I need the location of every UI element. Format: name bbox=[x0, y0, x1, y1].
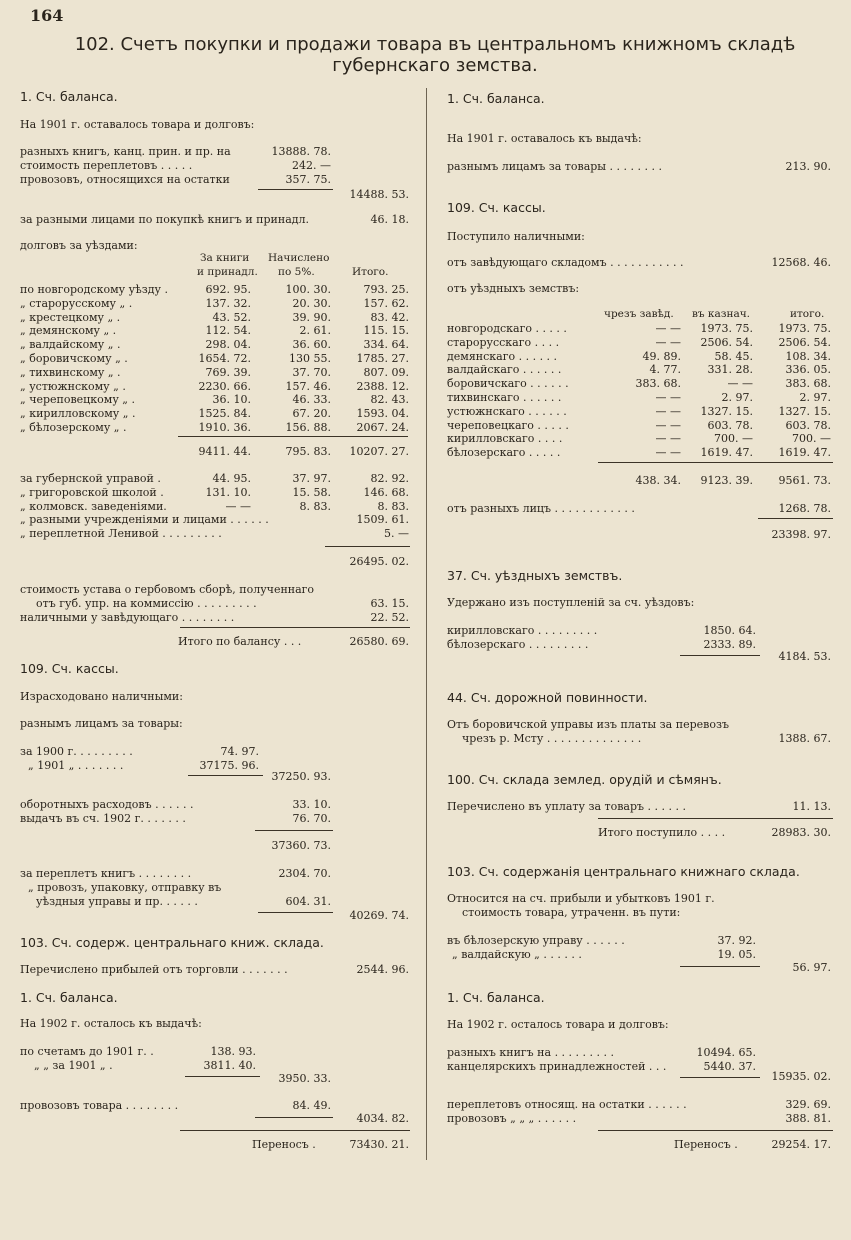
row-label: по новгородскому уѣзду . bbox=[20, 283, 168, 296]
cell-c1: 1654. 72. bbox=[198, 352, 251, 365]
cell-c3: 82. 92. bbox=[370, 472, 409, 485]
row-label: за губернской управой . bbox=[20, 472, 161, 485]
rule bbox=[255, 1117, 333, 1118]
cell-c3: 1619. 47. bbox=[778, 446, 831, 460]
row-label: отъ завѣдующаго складомъ . . . . . . . . . . . bbox=[447, 256, 684, 269]
cell-c1: 692. 95. bbox=[205, 283, 251, 296]
column-header: чрезъ завѣд. bbox=[604, 308, 674, 320]
cell-c3: 336. 05. bbox=[785, 363, 831, 377]
row-value: 2544. 96. bbox=[356, 963, 409, 976]
row-label: „ боровичскому „ . bbox=[20, 352, 128, 365]
row-value: 13888. 78. bbox=[271, 145, 331, 158]
cell-c3: 108. 34. bbox=[785, 349, 831, 363]
section-title: 1. Сч. баланса. bbox=[447, 91, 545, 106]
cell-c2: 156. 88. bbox=[285, 421, 331, 434]
row-label: демянскаго . . . . . . bbox=[447, 349, 558, 363]
rule bbox=[758, 518, 833, 519]
row-label: уѣздныя управы и пр. . . . . . bbox=[36, 895, 198, 908]
total-c3: 10207. 27. bbox=[349, 445, 409, 458]
page-number: 164 bbox=[30, 6, 64, 25]
cell-c2: 36. 60. bbox=[292, 338, 331, 352]
cell-c1: 36. 10. bbox=[212, 393, 251, 407]
subtotal: 15935. 02. bbox=[771, 1070, 831, 1083]
text-line: разнымъ лицамъ за товары: bbox=[20, 717, 183, 730]
row-label: „ крестецкому „ . bbox=[20, 310, 121, 324]
cell-c3: 2067. 24. bbox=[356, 421, 409, 434]
row-label: выдачъ въ сч. 1902 г. . . . . . . bbox=[20, 812, 186, 825]
text-line: На 1902 г. осталось къ выдачѣ: bbox=[20, 1017, 202, 1030]
section-title: 1. Сч. баланса. bbox=[20, 990, 118, 1005]
section-title: 37. Сч. уѣздныхъ земствъ. bbox=[447, 568, 623, 583]
grand-total: 26580. 69. bbox=[349, 635, 409, 648]
cell-c3: 2506. 54. bbox=[778, 335, 831, 349]
subtotal: 37360. 73. bbox=[271, 839, 331, 852]
cell-c3: 1785. 27. bbox=[356, 352, 409, 365]
row-label: Перечислено прибылей отъ торговли . . . . . . . bbox=[20, 963, 288, 976]
row-value: 329. 69. bbox=[785, 1098, 831, 1111]
cell-c1: — — bbox=[225, 499, 251, 513]
subtotal: 14488. 53. bbox=[349, 188, 409, 201]
cell-c1: — — bbox=[655, 335, 681, 349]
row-label: за разными лицами по покупкѣ книгъ и принадл. bbox=[20, 213, 310, 226]
page-title: 102. Счетъ покупки и продажи товара въ центральномъ книжномъ складѣ губернскаго земства. bbox=[74, 34, 796, 76]
row-label: провозовъ, относящихся на остатки bbox=[20, 173, 230, 186]
row-label: разныхъ книгъ на . . . . . . . . . bbox=[447, 1046, 615, 1059]
row-value: 2304. 70. bbox=[278, 867, 331, 880]
cell-c3: 807. 09. bbox=[363, 365, 409, 379]
rule bbox=[325, 546, 410, 547]
cell-c3: 334. 64. bbox=[363, 338, 409, 352]
rule bbox=[598, 1130, 833, 1131]
cell-c3: 83. 42. bbox=[370, 310, 409, 324]
cell-c3: 1973. 75. bbox=[778, 322, 831, 335]
rule bbox=[258, 189, 333, 190]
column-header: Итого. bbox=[352, 266, 389, 278]
row-value: 2333. 89. bbox=[703, 638, 756, 651]
subtotal: 56. 97. bbox=[792, 961, 831, 974]
cell-c2: 46. 33. bbox=[292, 393, 331, 407]
cell-c3: 1593. 04. bbox=[356, 407, 409, 421]
text-line: Израсходовано наличными: bbox=[20, 690, 183, 703]
cell-c2: 15. 58. bbox=[292, 485, 331, 499]
row-value: 12568. 46. bbox=[771, 256, 831, 269]
row-label: „ „ за 1901 „ . bbox=[34, 1059, 113, 1072]
cell-c3: 2388. 12. bbox=[356, 379, 409, 393]
row-label: оборотныхъ расходовъ . . . . . . bbox=[20, 798, 194, 811]
cell-c1: 131. 10. bbox=[205, 485, 251, 499]
cell-c2: 130 55. bbox=[289, 352, 331, 365]
row-value: 63. 15. bbox=[370, 597, 409, 610]
row-label: бѣлозерскаго . . . . . . . . . bbox=[447, 638, 589, 651]
section-title: 1. Сч. баланса. bbox=[447, 990, 545, 1005]
cell-c1: — — bbox=[655, 432, 681, 446]
cell-c2: 67. 20. bbox=[292, 407, 331, 421]
text-line: На 1901 г. оставалось къ выдачѣ: bbox=[447, 132, 642, 145]
row-value: 11. 13. bbox=[792, 800, 831, 813]
row-value: 3811. 40. bbox=[203, 1059, 256, 1072]
text-line: стоимость устава о гербовомъ сборѣ, полученнаго bbox=[20, 583, 315, 596]
row-label: „ устюжнскому „ . bbox=[20, 379, 126, 393]
cell-c1: 112. 54. bbox=[205, 324, 251, 338]
rule bbox=[258, 912, 333, 913]
cell-c2: 2. 61. bbox=[299, 324, 331, 338]
cell-c2: 331. 28. bbox=[707, 363, 753, 377]
row-value: 19. 05. bbox=[717, 948, 756, 961]
text-line: отъ уѣздныхъ земствъ: bbox=[447, 282, 580, 295]
row-label: „ колмовск. заведеніями. bbox=[20, 499, 167, 513]
subtotal: 40269. 74. bbox=[349, 909, 409, 922]
row-label: „ разными учрежденіями и лицами . . . . . . bbox=[20, 513, 269, 527]
cell-c2: 37. 70. bbox=[292, 365, 331, 379]
row-label: чрезъ р. Мсту . . . . . . . . . . . . . . bbox=[462, 732, 642, 745]
carry-value: 29254. 17. bbox=[771, 1138, 831, 1151]
cell-c1: 1910. 36. bbox=[198, 421, 251, 434]
cell-c3: 1509. 61. bbox=[356, 513, 409, 527]
rule bbox=[255, 830, 333, 831]
row-label: Перечислено въ уплату за товаръ . . . . . . bbox=[447, 800, 686, 813]
row-label: новгородскаго . . . . . bbox=[447, 322, 567, 335]
section-title: 44. Сч. дорожной повинности. bbox=[447, 690, 648, 705]
cell-c2: 1619. 47. bbox=[700, 446, 753, 460]
cell-c1: — — bbox=[655, 322, 681, 335]
row-label: Итого поступило . . . . bbox=[598, 826, 726, 839]
cell-c1: 383. 68. bbox=[635, 377, 681, 391]
text-line: На 1901 г. оставалось товара и долговъ: bbox=[20, 118, 255, 131]
row-label: тихвинскаго . . . . . . bbox=[447, 391, 562, 404]
row-label: боровичскаго . . . . . . bbox=[447, 377, 569, 391]
section-title: 1. Сч. баланса. bbox=[20, 89, 118, 104]
row-value: 5440. 37. bbox=[703, 1060, 756, 1073]
column-header: и принадл. bbox=[197, 266, 258, 278]
cell-c2: 58. 45. bbox=[714, 349, 753, 363]
column-header: За книги bbox=[200, 252, 250, 264]
row-label: „ тихвинскому „ . bbox=[20, 365, 121, 379]
text-line: долговъ за уѣздами: bbox=[20, 239, 138, 252]
cell-c1: 1525. 84. bbox=[198, 407, 251, 421]
row-value: 357. 75. bbox=[285, 173, 331, 186]
cell-c3: 2. 97. bbox=[799, 391, 831, 404]
cell-c2: 8. 83. bbox=[299, 499, 331, 513]
row-label: канцелярскихъ принадлежностей . . . bbox=[447, 1060, 667, 1073]
cell-c1: 44. 95. bbox=[212, 472, 251, 485]
section-title: 109. Сч. кассы. bbox=[447, 200, 546, 215]
cell-c1: — — bbox=[655, 391, 681, 404]
row-label: провозовъ „ „ „ . . . . . . bbox=[447, 1112, 577, 1125]
subtotal: 23398. 97. bbox=[771, 528, 831, 541]
carry-label: Переносъ . bbox=[252, 1138, 316, 1151]
row-label: за 1900 г. . . . . . . . . bbox=[20, 745, 133, 758]
rule bbox=[598, 818, 833, 819]
row-label: „ бѣлозерскому „ . bbox=[20, 421, 127, 434]
cell-c1: 298. 04. bbox=[205, 338, 251, 352]
subtotal: 4034. 82. bbox=[356, 1112, 409, 1125]
cell-c1: — — bbox=[655, 404, 681, 418]
total-c2: 9123. 39. bbox=[700, 474, 753, 487]
cell-c3: 8. 83. bbox=[377, 499, 409, 513]
row-label: „ провозъ, упаковку, отправку въ bbox=[28, 881, 222, 894]
subtotal: 26495. 02. bbox=[349, 555, 409, 568]
cell-c2: 20. 30. bbox=[292, 296, 331, 310]
text-line: Удержано изъ поступленій за сч. уѣздовъ: bbox=[447, 596, 695, 609]
cell-c3: 115. 15. bbox=[363, 324, 409, 338]
rule bbox=[178, 436, 408, 437]
text-line: Поступило наличными: bbox=[447, 230, 585, 243]
cell-c2: 603. 78. bbox=[707, 418, 753, 432]
cell-c3: 157. 62. bbox=[363, 296, 409, 310]
column-header: Начислено bbox=[268, 252, 330, 264]
cell-c1: 137. 32. bbox=[205, 296, 251, 310]
text-line: Отъ боровичской управы изъ платы за перевозъ bbox=[447, 718, 729, 731]
total-c3: 9561. 73. bbox=[778, 474, 831, 487]
total-c1: 9411. 44. bbox=[198, 445, 251, 458]
cell-c1: 4. 77. bbox=[649, 363, 681, 377]
row-label: „ старорусскому „ . bbox=[20, 296, 133, 310]
row-label: за переплетъ книгъ . . . . . . . . bbox=[20, 867, 192, 880]
subtotal: 4184. 53. bbox=[778, 650, 831, 663]
row-label: „ валдайскую „ . . . . . . bbox=[452, 948, 582, 961]
subtotal: 37250. 93. bbox=[271, 770, 331, 783]
row-label: валдайскаго . . . . . . bbox=[447, 363, 562, 377]
cell-c1: 43. 52. bbox=[212, 310, 251, 324]
row-value: 10494. 65. bbox=[696, 1046, 756, 1059]
row-value: 138. 93. bbox=[210, 1045, 256, 1058]
row-value: 1268. 78. bbox=[778, 502, 831, 515]
cell-c2: 1327. 15. bbox=[700, 404, 753, 418]
cell-c1: 2230. 66. bbox=[198, 379, 251, 393]
rule bbox=[680, 655, 760, 656]
column-header: итого. bbox=[790, 308, 825, 320]
row-value: 33. 10. bbox=[292, 798, 331, 811]
cell-c2: — — bbox=[727, 377, 753, 391]
cell-c2: 100. 30. bbox=[285, 283, 331, 296]
row-label: наличными у завѣдующаго . . . . . . . . bbox=[20, 611, 235, 624]
row-label: „ череповецкому „ . bbox=[20, 393, 135, 407]
row-label: кирилловскаго . . . . bbox=[447, 432, 563, 446]
cell-c3: 700. — bbox=[792, 432, 831, 446]
row-label: Итого по балансу . . . bbox=[178, 635, 302, 648]
section-title: 103. Сч. содерж. центральнаго книж. склада. bbox=[20, 935, 324, 950]
text-line: На 1902 г. осталось товара и долговъ: bbox=[447, 1018, 669, 1031]
cell-c3: 793. 25. bbox=[363, 283, 409, 296]
row-value: 37175. 96. bbox=[199, 759, 259, 772]
section-title: 109. Сч. кассы. bbox=[20, 661, 119, 676]
row-label: переплетовъ относящ. на остатки . . . . . . bbox=[447, 1098, 687, 1111]
section-title: 103. Сч. содержанія центральнаго книжнаго склада. bbox=[447, 864, 800, 879]
rule bbox=[598, 462, 833, 463]
row-label: старорусскаго . . . . bbox=[447, 335, 560, 349]
row-value: 74. 97. bbox=[220, 745, 259, 758]
row-value: 37. 92. bbox=[717, 934, 756, 947]
rule bbox=[180, 1130, 410, 1131]
row-value: 242. — bbox=[292, 159, 331, 172]
row-value: 1850. 64. bbox=[703, 624, 756, 637]
rule bbox=[680, 966, 760, 967]
text-line: стоимость товара, утраченн. въ пути: bbox=[462, 906, 681, 919]
cell-c3: 5. — bbox=[384, 527, 409, 541]
row-label: отъ разныхъ лицъ . . . . . . . . . . . . bbox=[447, 502, 635, 515]
cell-c3: 1327. 15. bbox=[778, 404, 831, 418]
row-value: 388. 81. bbox=[785, 1112, 831, 1125]
cell-c2: 1973. 75. bbox=[700, 322, 753, 335]
text-line: Относится на сч. прибыли и убытковъ 1901 г. bbox=[447, 892, 715, 905]
row-label: разныхъ книгъ, канц. прин. и пр. на bbox=[20, 145, 231, 158]
carry-value: 73430. 21. bbox=[349, 1138, 409, 1151]
rule bbox=[680, 1077, 760, 1078]
column-header: въ казнач. bbox=[692, 308, 751, 320]
total-c2: 795. 83. bbox=[285, 445, 331, 458]
row-label: череповецкаго . . . . . bbox=[447, 418, 569, 432]
cell-c2: 37. 97. bbox=[292, 472, 331, 485]
cell-c1: 769. 39. bbox=[205, 365, 251, 379]
cell-c2: 2506. 54. bbox=[700, 335, 753, 349]
row-label: въ бѣлозерскую управу . . . . . . bbox=[447, 934, 625, 947]
row-label: „ переплетной Ленивой . . . . . . . . . bbox=[20, 527, 222, 541]
column-header: по 5%. bbox=[278, 266, 315, 278]
row-label: „ григоровской школой . bbox=[20, 485, 164, 499]
row-label: провозовъ товара . . . . . . . . bbox=[20, 1099, 179, 1112]
total-c1: 438. 34. bbox=[635, 474, 681, 487]
cell-c3: 383. 68. bbox=[785, 377, 831, 391]
cell-c3: 82. 43. bbox=[370, 393, 409, 407]
row-label: „ валдайскому „ . bbox=[20, 338, 121, 352]
row-label: кирилловскаго . . . . . . . . . bbox=[447, 624, 598, 637]
cell-c3: 603. 78. bbox=[785, 418, 831, 432]
row-label: разнымъ лицамъ за товары . . . . . . . . bbox=[447, 160, 662, 173]
row-label: „ 1901 „ . . . . . . . bbox=[28, 759, 124, 772]
cell-c1: 49. 89. bbox=[642, 349, 681, 363]
cell-c3: 146. 68. bbox=[363, 485, 409, 499]
row-label: стоимость переплетовъ . . . . . bbox=[20, 159, 193, 172]
carry-label: Переносъ . bbox=[674, 1138, 738, 1151]
row-label: „ демянскому „ . bbox=[20, 324, 117, 338]
row-label: устюжнскаго . . . . . . bbox=[447, 404, 567, 418]
row-value: 46. 18. bbox=[370, 213, 409, 226]
row-value: 22. 52. bbox=[370, 611, 409, 624]
column-divider bbox=[426, 88, 427, 1160]
grand-total: 28983. 30. bbox=[771, 826, 831, 839]
rule bbox=[180, 627, 410, 628]
row-value: 76. 70. bbox=[292, 812, 331, 825]
cell-c1: — — bbox=[655, 446, 681, 460]
cell-c2: 39. 90. bbox=[292, 310, 331, 324]
cell-c2: 157. 46. bbox=[285, 379, 331, 393]
row-value: 604. 31. bbox=[285, 895, 331, 908]
row-label: бѣлозерскаго . . . . . bbox=[447, 446, 561, 460]
row-label: „ кирилловскому „ . bbox=[20, 407, 136, 421]
cell-c2: 700. — bbox=[714, 432, 753, 446]
text-line: отъ губ. упр. на коммиссію . . . . . . . . . bbox=[36, 597, 257, 610]
row-label: по счетамъ до 1901 г. . bbox=[20, 1045, 154, 1058]
cell-c1: — — bbox=[655, 418, 681, 432]
row-value: 1388. 67. bbox=[778, 732, 831, 745]
row-value: 213. 90. bbox=[785, 160, 831, 173]
rule bbox=[188, 775, 263, 776]
cell-c2: 2. 97. bbox=[721, 391, 753, 404]
subtotal: 3950. 33. bbox=[278, 1072, 331, 1085]
section-title: 100. Сч. склада землед. орудій и сѣмянъ. bbox=[447, 772, 722, 787]
rule bbox=[185, 1076, 260, 1077]
row-value: 84. 49. bbox=[292, 1099, 331, 1112]
